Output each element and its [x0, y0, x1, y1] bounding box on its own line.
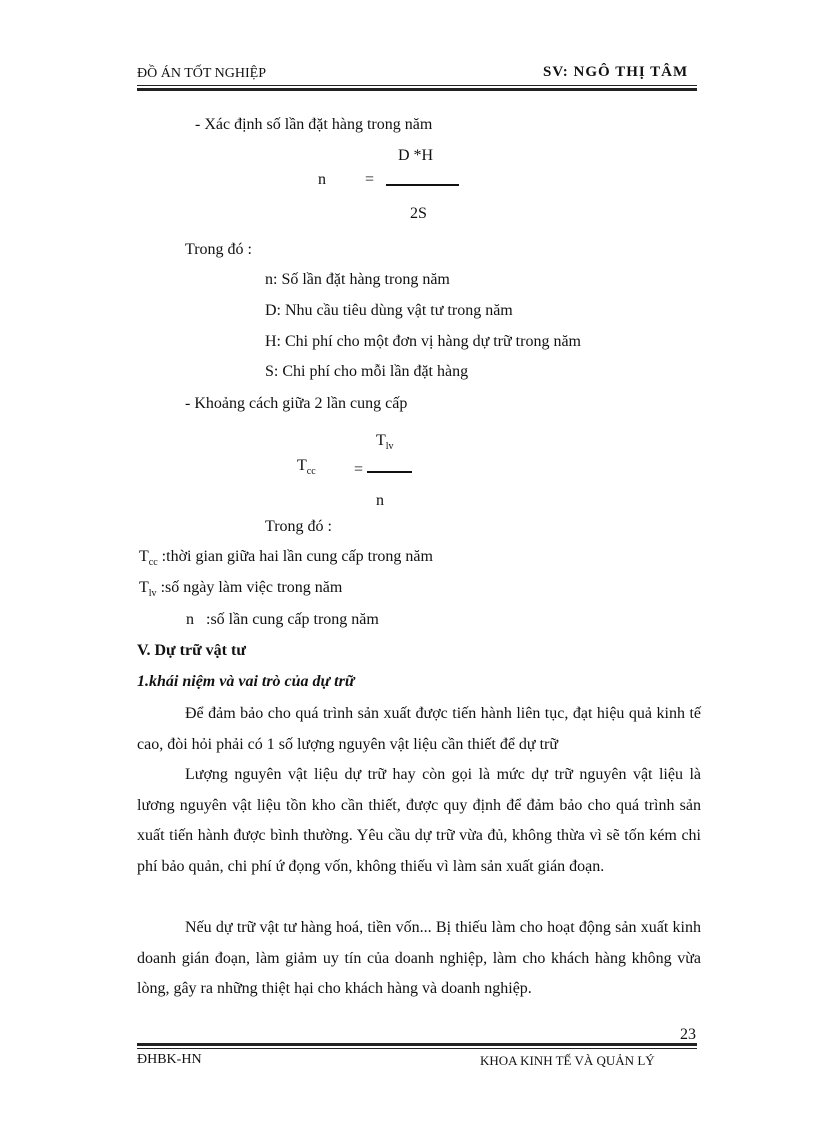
- legend2-item-tcc: $T_{cc}$ :thời gian giữa hai lần cung cấp trong năm: [139, 548, 433, 568]
- formula1-equals: =: [365, 171, 375, 188]
- header-title-left: ĐỒ ÁN TỐT NGHIỆP: [137, 66, 266, 81]
- formula2-intro: - Khoảng cách giữa 2 lần cung cấp: [185, 395, 408, 412]
- legend1-item: H: Chi phí cho một đơn vị hàng dự trữ trong năm: [265, 333, 581, 350]
- legend2-item-n: n :số lần cung cấp trong năm: [186, 611, 379, 628]
- formula2-lhs: $T_{cc}$: [297, 457, 316, 477]
- section-heading: V. Dự trữ vật tư: [137, 642, 246, 659]
- formula1-lhs: n: [318, 171, 326, 188]
- footer-rule-thick: [137, 1043, 697, 1046]
- footer-rule-thin: [137, 1048, 697, 1049]
- page-number: 23: [680, 1026, 696, 1043]
- legend1-title: Trong đó :: [185, 241, 252, 258]
- header-rule-thick: [137, 88, 697, 91]
- footer-university: ĐHBK-HN: [137, 1052, 202, 1067]
- formula2-equals: =: [354, 461, 364, 478]
- formula2-fraction-bar: [367, 471, 412, 473]
- footer-faculty: KHOA KINH TẾ VÀ QUẢN LÝ: [480, 1053, 655, 1068]
- header-student-name: SV: NGÔ THỊ TÂM: [543, 64, 689, 80]
- paragraph-3: Nếu dự trữ vật tư hàng hoá, tiền vốn... Bị thiếu làm cho hoạt động sản xuất kinh doanh gián đoạn, làm giảm uy tín của doanh nghiệp, làm cho khách hàng không vừa lòng, gây ra những thiệt hại cho khách hàng và doanh nghiệp.: [137, 919, 701, 997]
- legend2-item-tlv: $T_{lv}$ :số ngày làm việc trong năm: [139, 579, 343, 599]
- formula1-numerator: D *H: [398, 147, 434, 164]
- legend2-title: Trong đó :: [265, 518, 332, 535]
- paragraph-2: Lượng nguyên vật liệu dự trữ hay còn gọi là mức dự trữ nguyên vật liệu là lương nguyên vật liệu tồn kho cần thiết, được quy định để đảm bảo cho quá trình sản xuất tiến hành được bình thường. Yêu cầu dự trữ vừa đủ, không thừa vì sẽ tốn kém chi phí bảo quản, chi phí ứ đọng vốn, không thiếu vì làm sản xuất gián đoạn.: [137, 766, 701, 875]
- formula1-fraction-bar: [386, 184, 459, 186]
- paragraph-1: Để đảm bảo cho quá trình sản xuất được tiến hành liên tục, đạt hiệu quả kinh tế cao, đòi hỏi phải có 1 số lượng nguyên vật liệu cần thiết để dự trữ: [137, 705, 701, 753]
- formula1-intro: - Xác định số lần đặt hàng trong năm: [195, 116, 433, 133]
- legend1-item: D: Nhu cầu tiêu dùng vật tư trong năm: [265, 302, 513, 319]
- header-rule-thin: [137, 85, 697, 86]
- formula2-denominator: n: [376, 492, 384, 509]
- formula2-numerator: $T_{lv}$: [376, 432, 394, 452]
- legend1-item: n: Số lần đặt hàng trong năm: [265, 271, 450, 288]
- section-subheading: 1.khái niệm và vai trò của dự trữ: [137, 673, 355, 690]
- formula1-denominator: 2S: [410, 205, 427, 222]
- legend1-item: S: Chi phí cho mỗi lần đặt hàng: [265, 363, 469, 380]
